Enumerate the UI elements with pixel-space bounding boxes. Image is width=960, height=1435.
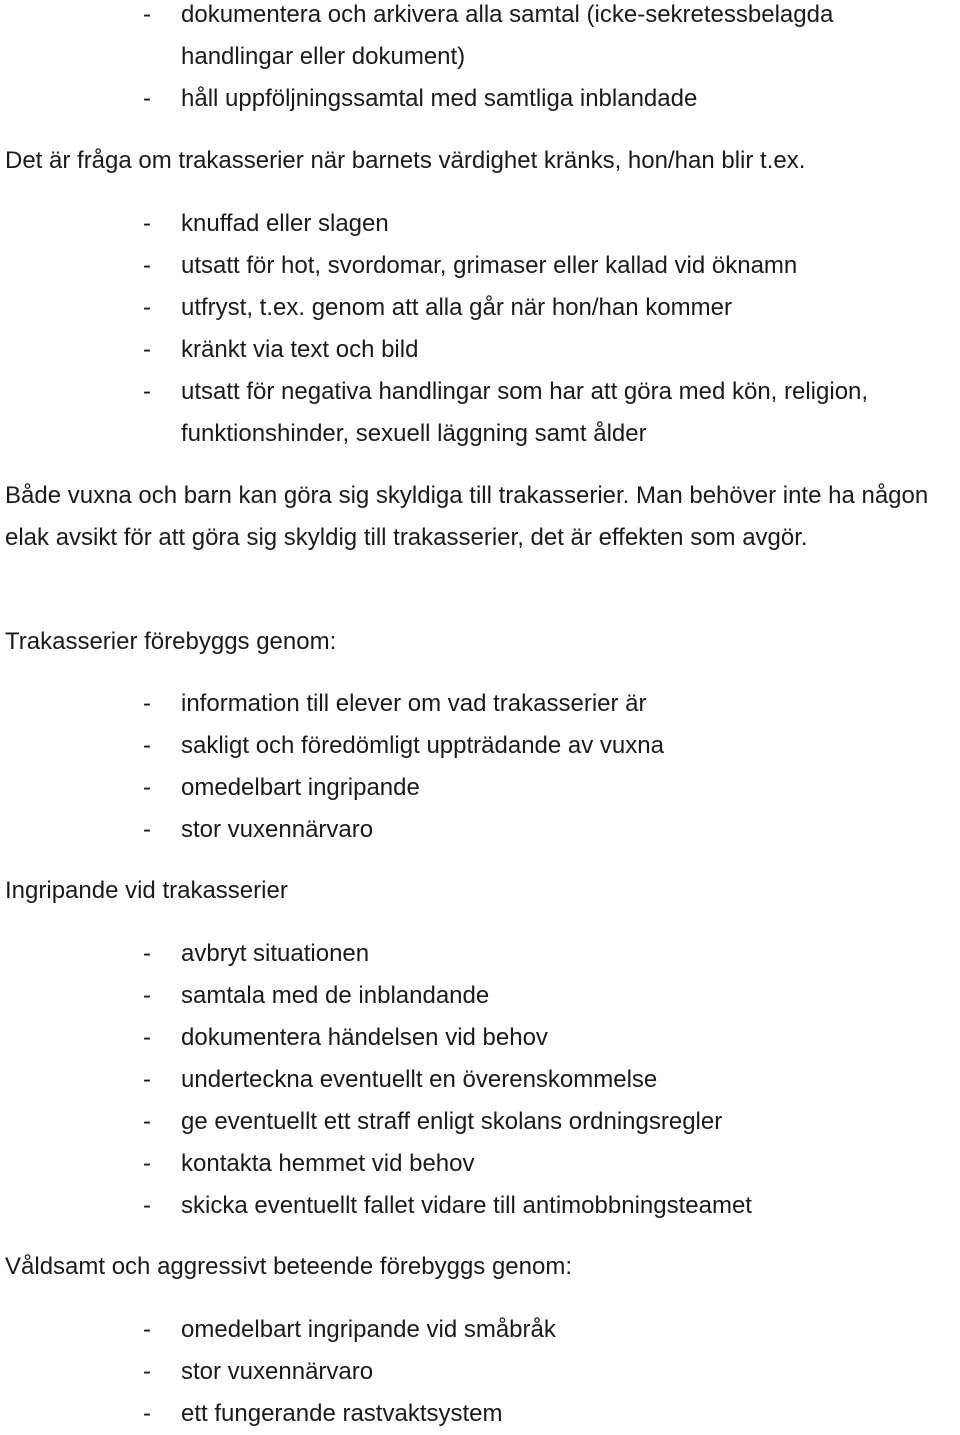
- list-item-text: utsatt för hot, svordomar, grimaser eller kallad vid öknamn: [181, 252, 798, 279]
- list-dash: -: [143, 774, 151, 801]
- list-dash: -: [143, 1, 151, 28]
- list-item: [0, 371, 960, 455]
- list-dash: -: [143, 732, 151, 759]
- list-item: [0, 287, 960, 329]
- list-dash: -: [143, 1150, 151, 1177]
- paragraph-responsibility: Både vuxna och barn kan göra sig skyldiga till trakasserier. Man behöver inte ha någon elak avsikt för att göra sig skyldig till trakasserier, det är effekten som avgör.: [5, 482, 929, 551]
- list-item: [0, 1101, 960, 1143]
- list-item: [0, 975, 960, 1017]
- list-item: [0, 329, 960, 371]
- list-item-text: ge eventuellt ett straff enligt skolans ordningsregler: [181, 1108, 723, 1135]
- list-prevention: [0, 683, 960, 851]
- list-dash: -: [143, 1400, 151, 1427]
- list-item-text: information till elever om vad trakasserier är: [181, 690, 647, 717]
- list-dash: -: [143, 1066, 151, 1093]
- list-item-text: utsatt för negativa handlingar som har att göra med kön, religion, funktionshinder, sexuell läggning samt ålder: [181, 378, 869, 447]
- list-item: [0, 683, 960, 725]
- list-item-text: underteckna eventuellt en överenskommelse: [181, 1066, 658, 1093]
- list-dash: -: [143, 210, 151, 237]
- list-dash: -: [143, 1024, 151, 1051]
- list-item: [0, 725, 960, 767]
- list-item: [0, 1017, 960, 1059]
- list-item: [0, 1143, 960, 1185]
- list-dash: -: [143, 690, 151, 717]
- list-dash: -: [143, 252, 151, 279]
- list-dash: -: [143, 1358, 151, 1385]
- list-item: [0, 1309, 960, 1351]
- list-dash: -: [143, 294, 151, 321]
- list-item-text: stor vuxennärvaro: [181, 816, 374, 843]
- list-item: [0, 1185, 960, 1227]
- list-item-text: skicka eventuellt fallet vidare till antimobbningsteamet: [181, 1192, 752, 1219]
- list-item-text: omedelbart ingripande vid småbråk: [181, 1316, 556, 1343]
- list-item-text: samtala med de inblandande: [181, 982, 490, 1009]
- list-documentation: [0, 0, 960, 120]
- list-dash: -: [143, 336, 151, 363]
- list-item-text: omedelbart ingripande: [181, 774, 420, 801]
- list-dash: -: [143, 982, 151, 1009]
- list-item-text: avbryt situationen: [181, 940, 370, 967]
- list-item-text: kontakta hemmet vid behov: [181, 1150, 475, 1177]
- list-dash: -: [143, 1316, 151, 1343]
- list-dash: -: [143, 378, 151, 405]
- list-dash: -: [143, 816, 151, 843]
- list-item-text: knuffad eller slagen: [181, 210, 389, 237]
- list-dash: -: [143, 85, 151, 112]
- list-dash: -: [143, 940, 151, 967]
- list-item: [0, 78, 960, 120]
- list-item-text: utfryst, t.ex. genom att alla går när hon/han kommer: [181, 294, 732, 321]
- list-item: [0, 245, 960, 287]
- list-violence: [0, 1309, 960, 1435]
- list-item: [0, 0, 960, 78]
- list-item-text: dokumentera och arkivera alla samtal (icke-sekretessbelagda handlingar eller dokument): [181, 1, 834, 70]
- heading-prevention: Trakasserier förebyggs genom:: [5, 628, 337, 655]
- list-item: [0, 933, 960, 975]
- list-item-text: stor vuxennärvaro: [181, 1358, 374, 1385]
- heading-intervention: Ingripande vid trakasserier: [5, 877, 288, 904]
- list-item: [0, 1351, 960, 1393]
- list-intervention: [0, 933, 960, 1227]
- heading-violence: Våldsamt och aggressivt beteende förebyggs genom:: [5, 1253, 573, 1280]
- list-item-text: håll uppföljningssamtal med samtliga inblandade: [181, 85, 698, 112]
- paragraph-trakasserier-intro: Det är fråga om trakasserier när barnets värdighet kränks, hon/han blir t.ex.: [5, 147, 806, 174]
- list-dash: -: [143, 1192, 151, 1219]
- list-item: [0, 203, 960, 245]
- list-item-text: dokumentera händelsen vid behov: [181, 1024, 548, 1051]
- list-item: [0, 809, 960, 851]
- list-item: [0, 1059, 960, 1101]
- list-item-text: ett fungerande rastvaktsystem: [181, 1400, 503, 1427]
- list-item: [0, 1393, 960, 1435]
- list-item-text: kränkt via text och bild: [181, 336, 419, 363]
- list-dash: -: [143, 1108, 151, 1135]
- list-item: [0, 767, 960, 809]
- list-examples: [0, 203, 960, 455]
- list-item-text: sakligt och föredömligt uppträdande av vuxna: [181, 732, 664, 759]
